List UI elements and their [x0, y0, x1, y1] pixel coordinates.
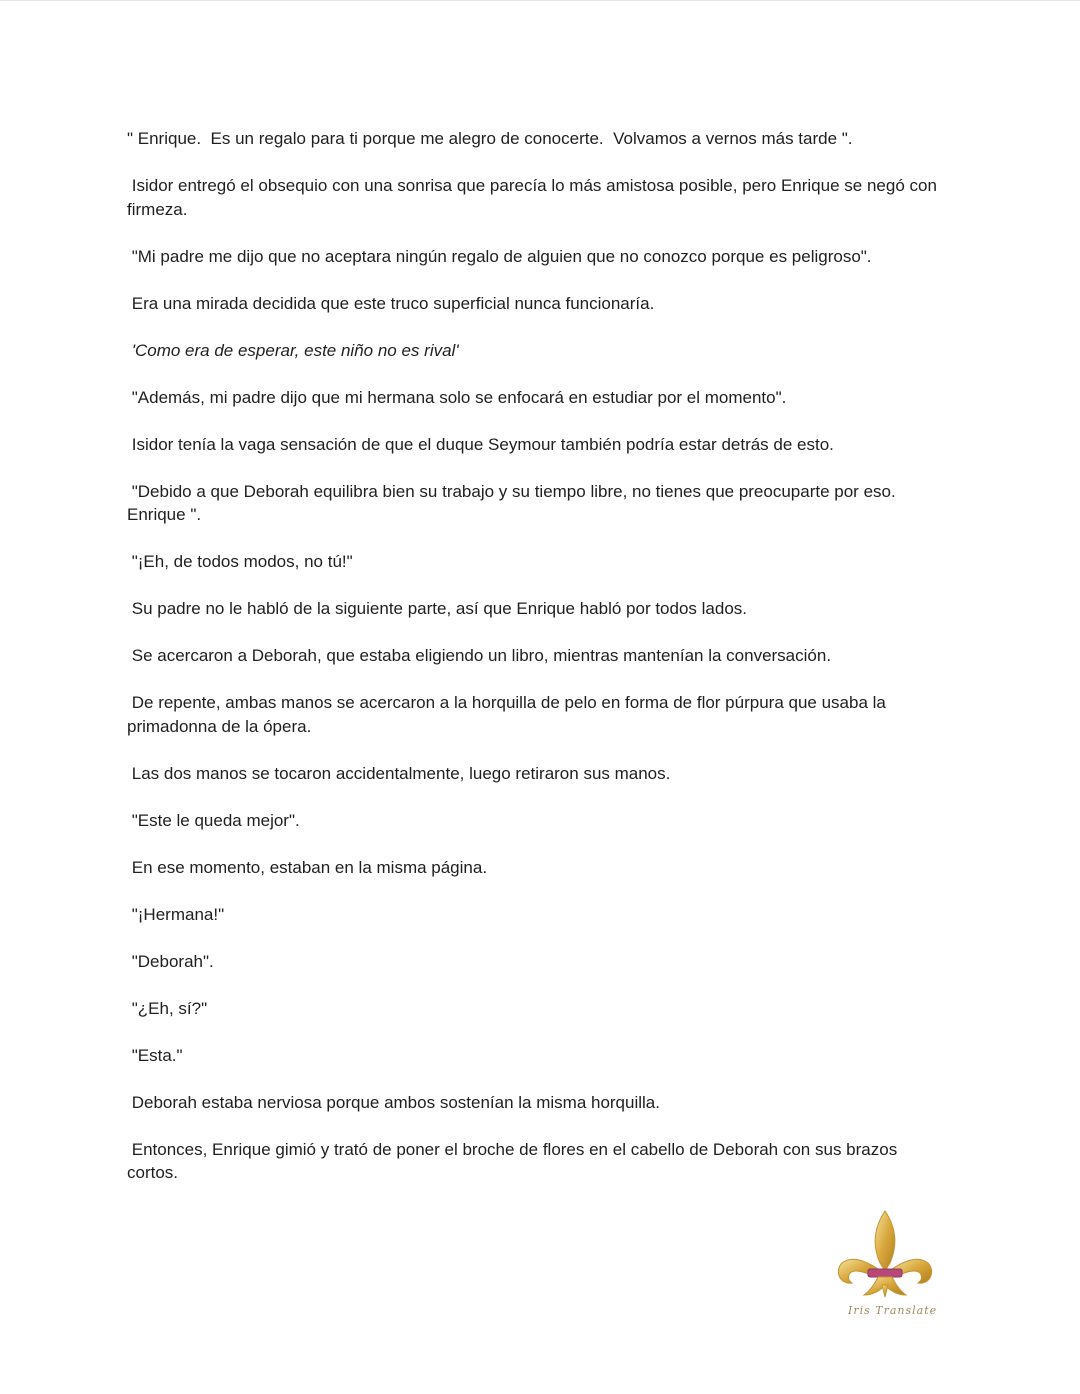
paragraph: "Debido a que Deborah equilibra bien su trabajo y su tiempo libre, no tienes que preocuparte por eso. Enrique ".: [127, 481, 901, 524]
paragraph: "Este le queda mejor".: [127, 810, 300, 830]
paragraph: "¡Hermana!": [127, 904, 225, 924]
paragraph: Entonces, Enrique gimió y trató de poner el broche de flores en el cabello de Deborah con sus brazos cortos.: [127, 1139, 902, 1182]
page-top-border: [0, 0, 1080, 1]
paragraph: " Enrique. Es un regalo para ti porque me alegro de conocerte. Volvamos a vernos más tarde ".: [127, 129, 853, 148]
paragraph: Se acercaron a Deborah, que estaba eligiendo un libro, mientras mantenían la conversación.: [127, 646, 832, 665]
paragraph: "¡Eh, de todos modos, no tú!": [127, 552, 353, 571]
paragraph: Isidor tenía la vaga sensación de que el duque Seymour también podría estar detrás de esto.: [127, 434, 834, 454]
paragraph: En ese momento, estaban en la misma página.: [127, 857, 488, 877]
paragraph: Las dos manos se tocaron accidentalmente, luego retiraron sus manos.: [127, 763, 671, 783]
paragraph: Su padre no le habló de la siguiente parte, así que Enrique habló por todos lados.: [127, 599, 748, 618]
paragraph: "Deborah".: [127, 951, 214, 971]
paragraph: Era una mirada decidida que este truco superficial nunca funcionaría.: [127, 293, 655, 313]
paragraph: "Además, mi padre dijo que mi hermana solo se enfocará en estudiar por el momento".: [127, 387, 787, 407]
watermark-logo: [830, 1205, 940, 1330]
paragraph: "Mi padre me dijo que no aceptara ningún regalo de alguien que no conozco porque es peligroso".: [127, 246, 872, 266]
document-body: [127, 127, 947, 1208]
paragraph: "Esta.": [127, 1045, 183, 1065]
watermark-signature: Iris Translate: [848, 1304, 938, 1317]
paragraph: De repente, ambas manos se acercaron a la horquilla de pelo en forma de flor púrpura que usaba la primadonna de la ópera.: [127, 693, 891, 736]
paragraph: Isidor entregó el obsequio con una sonrisa que parecía lo más amistosa posible, pero Enrique se negó con firmeza.: [127, 176, 942, 219]
paragraph-thought: 'Como era de esperar, este niño no es rival': [127, 340, 459, 360]
paragraph: "¿Eh, sí?": [127, 998, 208, 1018]
paragraph: Deborah estaba nerviosa porque ambos sostenían la misma horquilla.: [127, 1092, 660, 1112]
